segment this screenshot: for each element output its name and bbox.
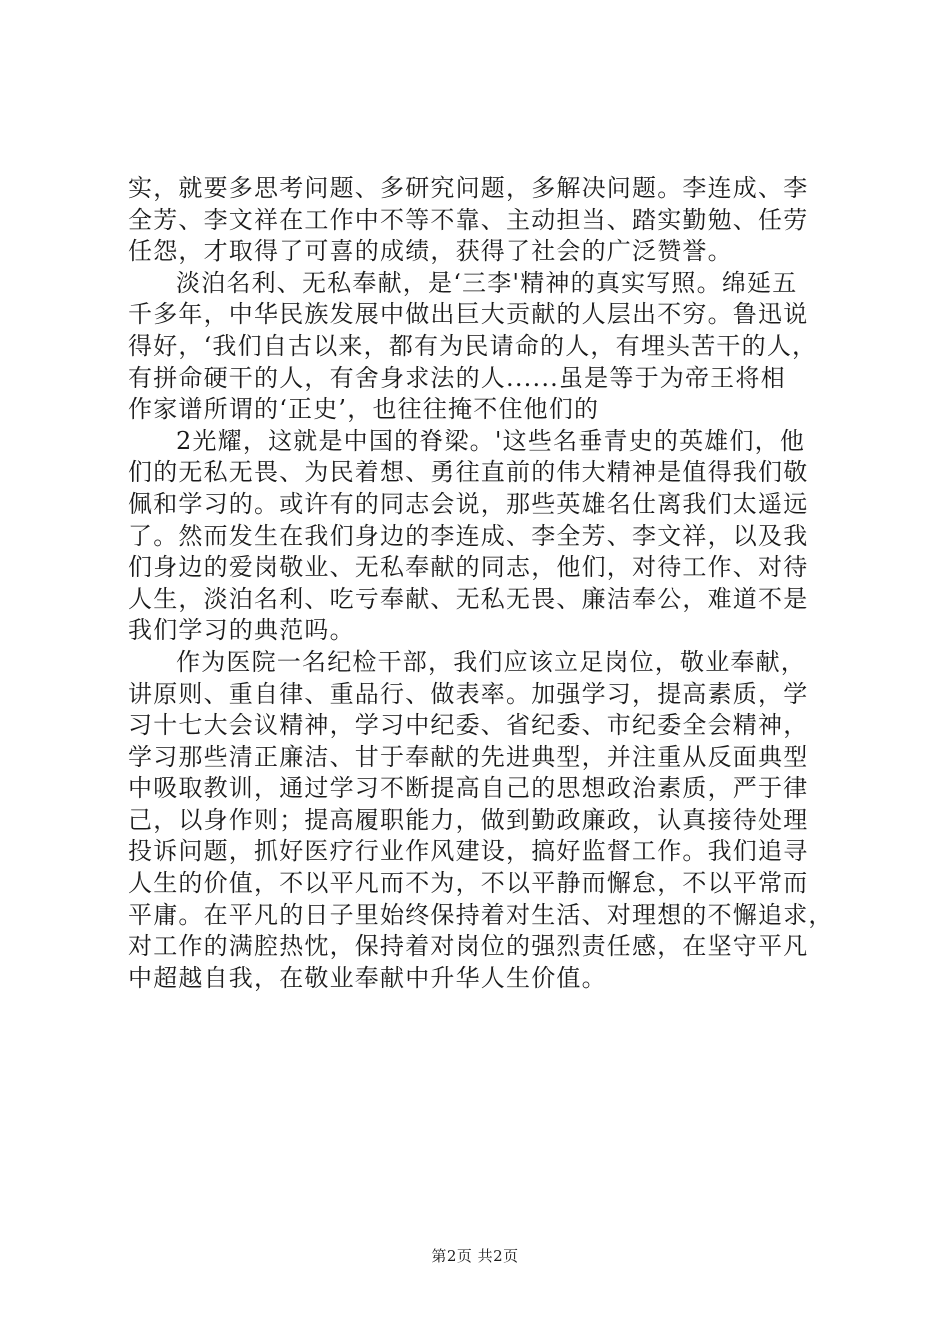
text-line: 千多年，中华民族发展中做出巨大贡献的人层出不穷。鲁迅说 xyxy=(128,300,809,329)
text-line: 我们学习的典范吗。 xyxy=(128,616,355,645)
text-line: 讲原则、重自律、重品行、做表率。加强学习，提高素质，学 xyxy=(128,679,809,708)
text-line: 学习那些清正廉洁、甘于奉献的先进典型，并注重从反面典型 xyxy=(128,742,809,771)
text-line: 2光耀，这就是中国的脊梁。'这些名垂青史的英雄们，他 xyxy=(176,426,806,455)
text-line: 了。然而发生在我们身边的李连成、李全芳、李文祥，以及我 xyxy=(128,521,809,550)
page-footer: 第2页 共2页 xyxy=(431,1247,519,1265)
text-line: 投诉问题，抓好医疗行业作风建设，搞好监督工作。我们追寻 xyxy=(128,837,809,866)
text-line: 习十七大会议精神，学习中纪委、省纪委、市纪委全会精神， xyxy=(128,711,809,740)
text-line: 中吸取教训，通过学习不断提高自己的思想政治素质，严于律 xyxy=(128,774,809,803)
text-line: 有拼命硬干的人，有舍身求法的人......虽是等于为帝王将相 xyxy=(128,363,786,392)
text-line: 己，以身作则；提高履职能力，做到勤政廉政，认真接待处理 xyxy=(128,805,809,834)
text-line: 们身边的爱岗敬业、无私奉献的同志，他们，对待工作、对待 xyxy=(128,553,809,582)
text-line: 人生，淡泊名利、吃亏奉献、无私无畏、廉洁奉公，难道不是 xyxy=(128,584,809,613)
text-line: 淡泊名利、无私奉献，是‘三李'精神的真实写照。绵延五 xyxy=(176,268,798,297)
text-line: 任怨，才取得了可喜的成绩，获得了社会的广泛赞誉。 xyxy=(128,237,733,266)
text-line: 人生的价值，不以平凡而不为，不以平静而懈怠，不以平常而 xyxy=(128,869,809,898)
body-text xyxy=(128,173,832,994)
text-line: 得好，‘我们自古以来，都有为民请命的人，有埋头苦干的人， xyxy=(128,331,818,360)
text-line: 佩和学习的。或许有的同志会说，那些英雄名仕离我们太遥远 xyxy=(128,489,809,518)
text-line: 们的无私无畏、为民着想、勇往直前的伟大精神是值得我们敬 xyxy=(128,458,809,487)
text-line: 作家谱所谓的‘正史’，也往往掩不住他们的 xyxy=(128,395,600,424)
text-line: 平庸。在平凡的日子里始终保持着对生活、对理想的不懈追求， xyxy=(128,900,834,929)
text-line: 中超越自我，在敬业奉献中升华人生价值。 xyxy=(128,963,607,992)
text-line: 对工作的满腔热忱，保持着对岗位的强烈责任感，在坚守平凡 xyxy=(128,932,809,961)
text-line: 全芳、李文祥在工作中不等不靠、主动担当、踏实勤勉、任劳 xyxy=(128,205,809,234)
text-line: 作为医院一名纪检干部，我们应该立足岗位，敬业奉献， xyxy=(176,647,806,676)
text-line: 实，就要多思考问题、多研究问题，多解决问题。李连成、李 xyxy=(128,174,809,202)
